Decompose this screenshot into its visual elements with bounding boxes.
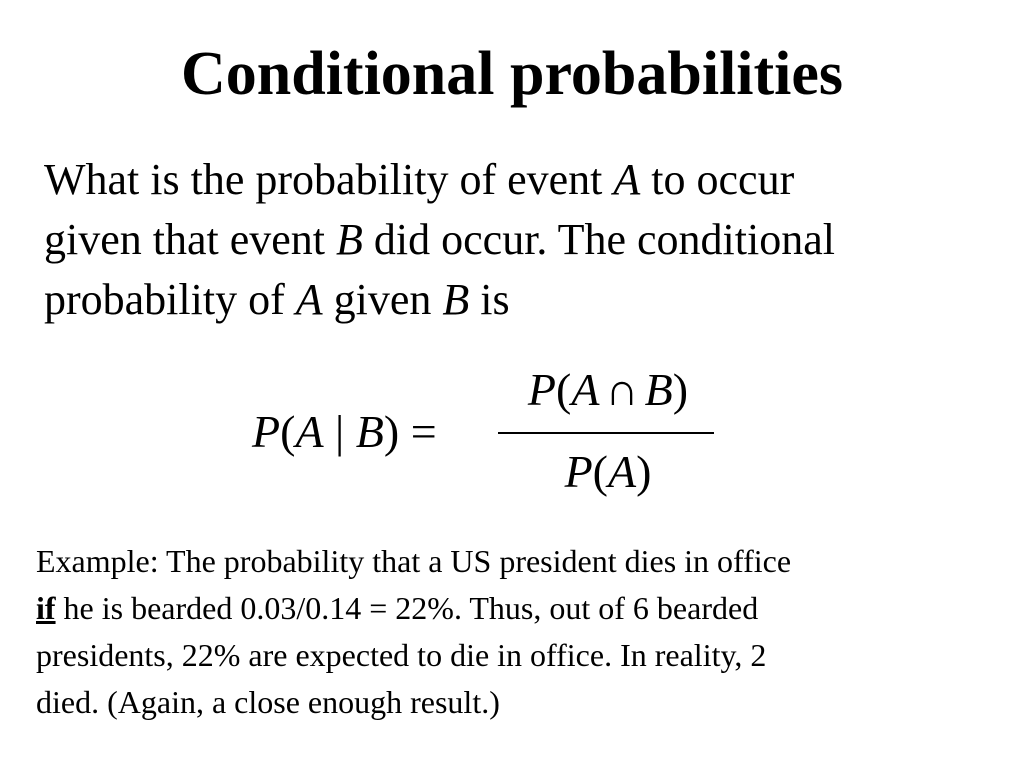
if-keyword: if (36, 590, 56, 626)
variable-b: B (336, 215, 363, 264)
formula-left-side (252, 402, 437, 462)
formula-p: P (252, 406, 281, 457)
intro-line-2 (44, 210, 1004, 270)
variable-a: A (613, 155, 641, 204)
example-line-1: Example: The probability that a US president dies in office (36, 543, 792, 579)
intro-line-3 (44, 270, 1004, 330)
example-text: he is bearded 0.03/0.14 = 22%. Thus, out of 6 bearded (55, 590, 759, 626)
intro-text: did occur. The conditional (362, 215, 835, 264)
formula-a: A (295, 406, 324, 457)
intersection-symbol: ∩ (605, 364, 639, 415)
slide-title: Conditional probabilities (180, 40, 844, 108)
intro-text: is (469, 275, 510, 324)
conditional-probability-formula (250, 360, 730, 510)
formula-paren: ) (672, 364, 689, 415)
formula-paren: ) (636, 446, 652, 497)
example-paragraph (36, 538, 996, 726)
intro-text: What is the probability of event (44, 155, 614, 204)
intro-line-1 (44, 150, 1004, 210)
formula-b: B (644, 364, 673, 415)
formula-numerator (498, 360, 718, 420)
formula-given-bar: | (323, 406, 356, 457)
example-line-2 (36, 585, 996, 632)
intro-text: probability of (44, 275, 296, 324)
formula-a: A (608, 446, 637, 497)
formula-b: B (355, 406, 384, 457)
intro-text: given (322, 275, 443, 324)
formula-denominator (498, 442, 718, 502)
formula-paren: ( (280, 406, 296, 457)
formula-a: A (571, 364, 600, 415)
formula-equals: = (399, 406, 437, 457)
intro-paragraph (44, 150, 1004, 330)
variable-b: B (442, 275, 470, 324)
example-line-3: presidents, 22% are expected to die in office. In reality, 2 (36, 637, 767, 673)
fraction-bar (498, 432, 714, 434)
intro-text: given that event (44, 215, 337, 264)
formula-paren: ) (383, 406, 400, 457)
example-line-4: died. (Again, a close enough result.) (36, 684, 500, 720)
formula-p: P (527, 364, 556, 415)
intro-text: to occur (640, 155, 795, 204)
formula-p: P (564, 446, 593, 497)
formula-paren: ( (592, 446, 608, 497)
variable-a: A (295, 275, 323, 324)
formula-paren: ( (556, 364, 572, 415)
